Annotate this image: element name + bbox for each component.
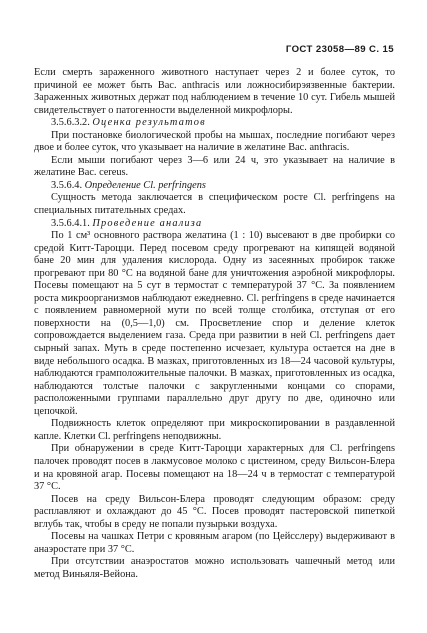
section-heading-3-5-6-3-2 (34, 117, 395, 130)
section-heading-3-5-6-4 (34, 180, 395, 193)
paragraph: Посевы на чашках Петри с кровяным агаром (по Цейсслеру) выдерживают в анаэростате при 37 °С. (34, 531, 395, 555)
section-number: 3.5.6.3.2. (51, 117, 93, 129)
section-number: 3.5.6.4. (51, 179, 85, 191)
paragraph: Посев на среду Вильсон-Блера проводят следующим образом: среду расплавляют и охлаждают до 45 °С. Посев проводят пастеровской пипеткой вглубь так, чтобы в среду не попали пузырьки воздуха. (34, 493, 395, 530)
section-number: 3.5.6.4.1. (51, 217, 93, 229)
paragraph: При обнаружении в среде Китт-Тароцци характерных для Cl. perfringens палочек проводят посев в лакмусовое молоко с цистеином, среду Вильсон-Блера и на кровяной агар. Посевы помещают на 18—24 ч в термостат с температурой 37 °С. (34, 443, 395, 493)
paragraph: Если смерть зараженного животного наступает через 2 и более суток, то причиной ее может быть Bac. anthracis или ложносибирэязвенные бактерии. Зараженных животных держат под наблюдением в течение 10 сут. Гибель мышей свидетельствует о патогенности выделенной микрофлоры. (34, 67, 395, 116)
section-heading-3-5-6-4-1 (34, 218, 395, 231)
section-title: Проведение анализа (92, 217, 203, 229)
paragraph: При постановке биологической пробы на мышах, последние погибают через двое и более суток, что указывает на наличие в желатине Bac. anthracis. (34, 129, 395, 154)
section-title: Оценка результатов (92, 117, 206, 129)
paragraph: По 1 см³ основного раствора желатина (1 : 10) высевают в две пробирки со средой Китт-Тароцци. Перед посевом среду прогревают на кипящей водяной бане 20 мин для удаления кислорода. Одну из засеянных пробирок также прогревают при 80 °С на водяной бане для уничтожения аэробной микрофлоры. Посевы помещают на 5 сут в термостат с температурой 37 °С. За появлением роста микроорганизмов наблюдают ежедневно. Cl. perfringens в среде начинается с появлением равномерной мути по всей толще столбика, отступая от его поверхности на (0,5—1,0) см. Просветление спор и деление клеток сопровождается выделением газа. Среда при развитии в ней Cl. perfringens дает сырный запах. Муть в среде постепенно исчезает, культура остается на дне в виде небольшого осадка. В мазках, приготовленных из 18—24 часовой культуры, наблюдаются грамположительные палочки. В мазках, приготовленных из осадка, наблюдаются толстые палочки с закругленными концами со спорами, расположенными группами параллельно друг другу по две, одиночно или цепочкой. (34, 230, 395, 417)
paragraph: Сущность метода заключается в специфическом росте Cl. perfringens на специальных питательных средах. (34, 192, 395, 217)
body-text (34, 67, 395, 581)
paragraph: Если мыши погибают через 3—6 или 24 ч, это указывает на наличие в желатине Bac. cereus. (34, 154, 395, 179)
section-title: Определение Cl. perfringens (84, 179, 206, 191)
paragraph: При отсутствии анаэростатов можно использовать чашечный метод или метод Виньяля-Вейона. (34, 556, 395, 580)
running-head: ГОСТ 23058—89 С. 15 (285, 44, 394, 55)
paragraph: Подвижность клеток определяют при микроскопировании в раздавленной капле. Клетки Cl. perfringens неподвижны. (34, 418, 395, 442)
